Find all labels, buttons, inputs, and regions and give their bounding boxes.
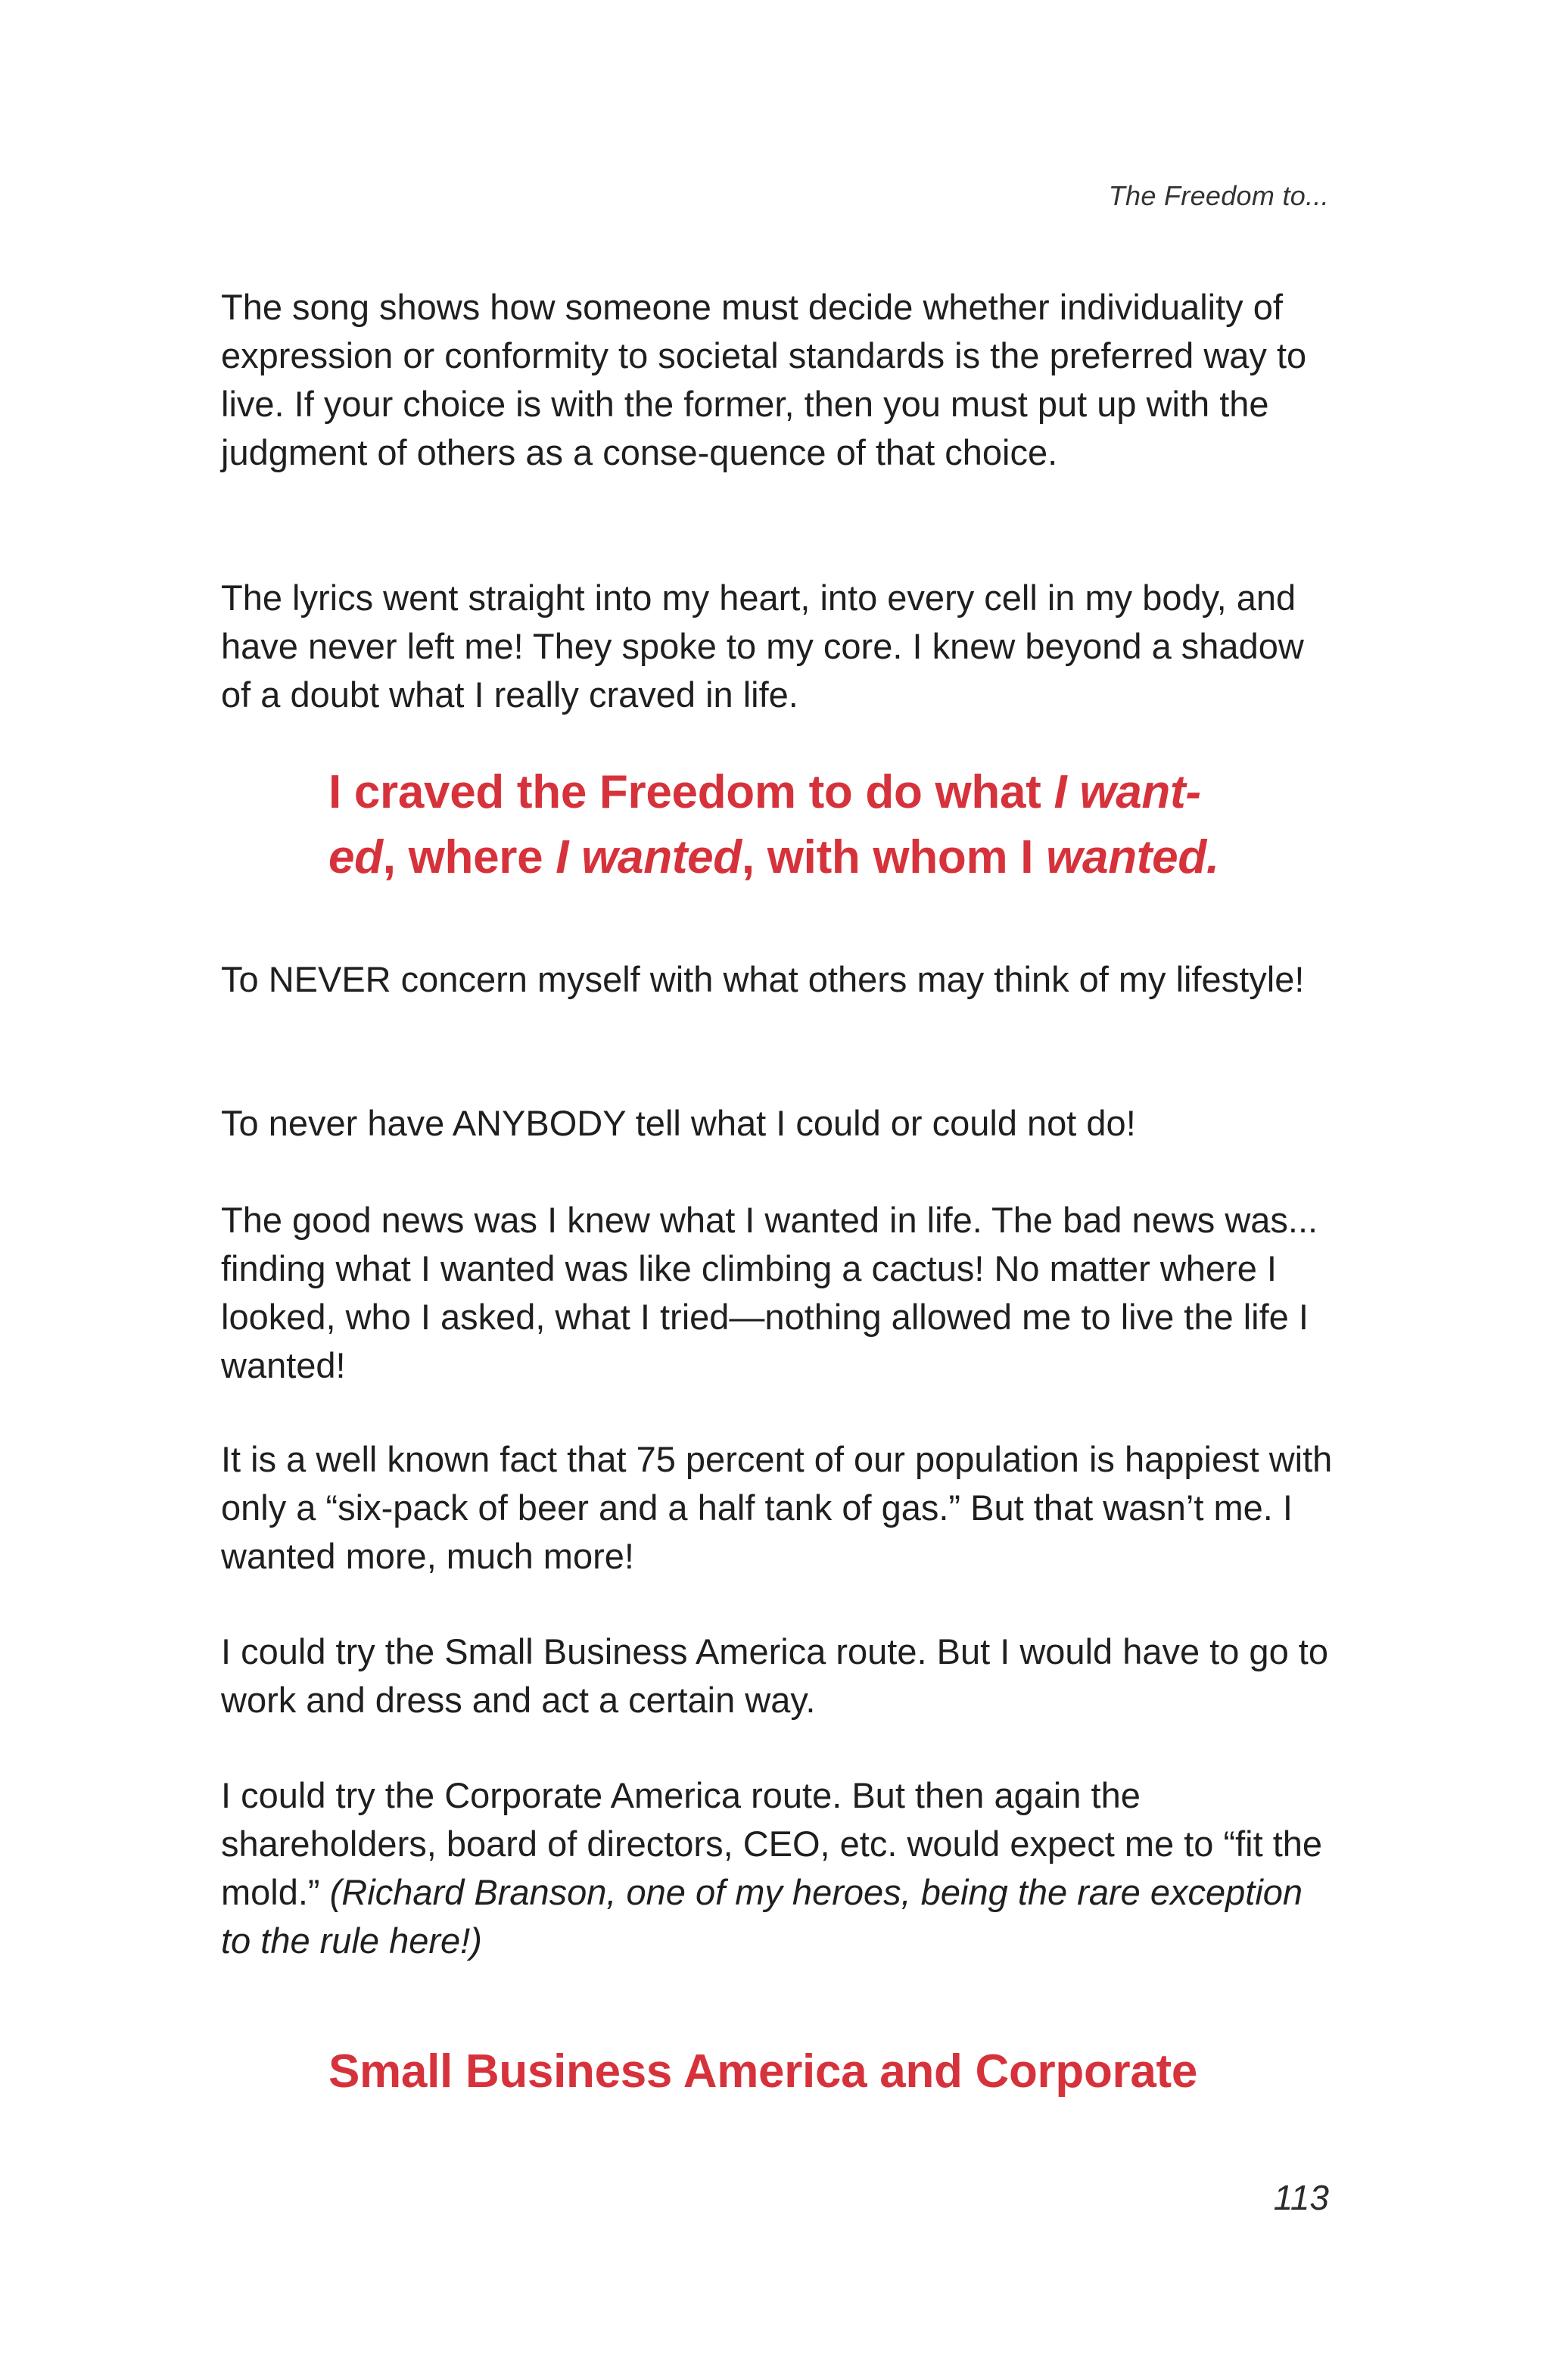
corporate-route-text: I could try the Corporate America route. But then again the shareholders, board of directors, CEO, etc. would expect me to “fit the mold.”	[221, 1775, 1323, 1912]
paragraph-well-known-fact: It is a well known fact that 75 percent of our population is happiest with only a “six-pack of beer and a half tank of gas.” But that wasn’t me. I wanted more, much more!	[221, 1439, 1333, 1576]
paragraph-corporate-route	[221, 1771, 1334, 1965]
pull-quote-part-1: I craved the Freedom to do what	[328, 766, 1054, 818]
section-subheading: Small Business America and Corporate	[328, 2045, 1198, 2098]
paragraph-small-business-route: I could try the Small Business America route. But I would have to go to work and dress and act a certain way.	[221, 1631, 1328, 1720]
corporate-route-aside: (Richard Branson, one of my heroes, being the rare exception to the rule here!)	[221, 1872, 1303, 1961]
paragraph-lyrics: The lyrics went straight into my heart, into every cell in my body, and have never left me! They spoke to my core. I knew beyond a shadow of a doubt what I really craved in life.	[221, 578, 1304, 715]
pull-quote-craved-freedom	[328, 760, 1358, 890]
paragraph-song-shows: The song shows how someone must decide whether individuality of expression or conformity to societal standards is the preferred way to live. If your choice is with the former, then you must put up with the judgment of others as a conse-quence of that choice.	[221, 287, 1307, 472]
pull-quote-part-6: , with whom I	[741, 831, 1047, 883]
paragraph-good-news: The good news was I knew what I wanted in life. The bad news was... finding what I wanted was like climbing a cactus! No matter where I looked, who I asked, what I tried—nothing allowed me to live the life I wanted!	[221, 1200, 1318, 1385]
pull-quote-part-2: I want-	[1054, 766, 1201, 818]
page-number: 113	[1273, 2178, 1329, 2217]
paragraph-never-anybody: To never have ANYBODY tell what I could or could not do!	[221, 1103, 1136, 1143]
running-head: The Freedom to...	[1108, 180, 1329, 211]
pull-quote-part-3: ed	[328, 831, 383, 883]
pull-quote-part-4: , where	[382, 831, 556, 883]
pull-quote-part-5: I wanted	[556, 831, 742, 883]
pull-quote-part-7: wanted.	[1046, 831, 1219, 883]
paragraph-never-concern: To NEVER concern myself with what others may think of my lifestyle!	[221, 959, 1305, 999]
